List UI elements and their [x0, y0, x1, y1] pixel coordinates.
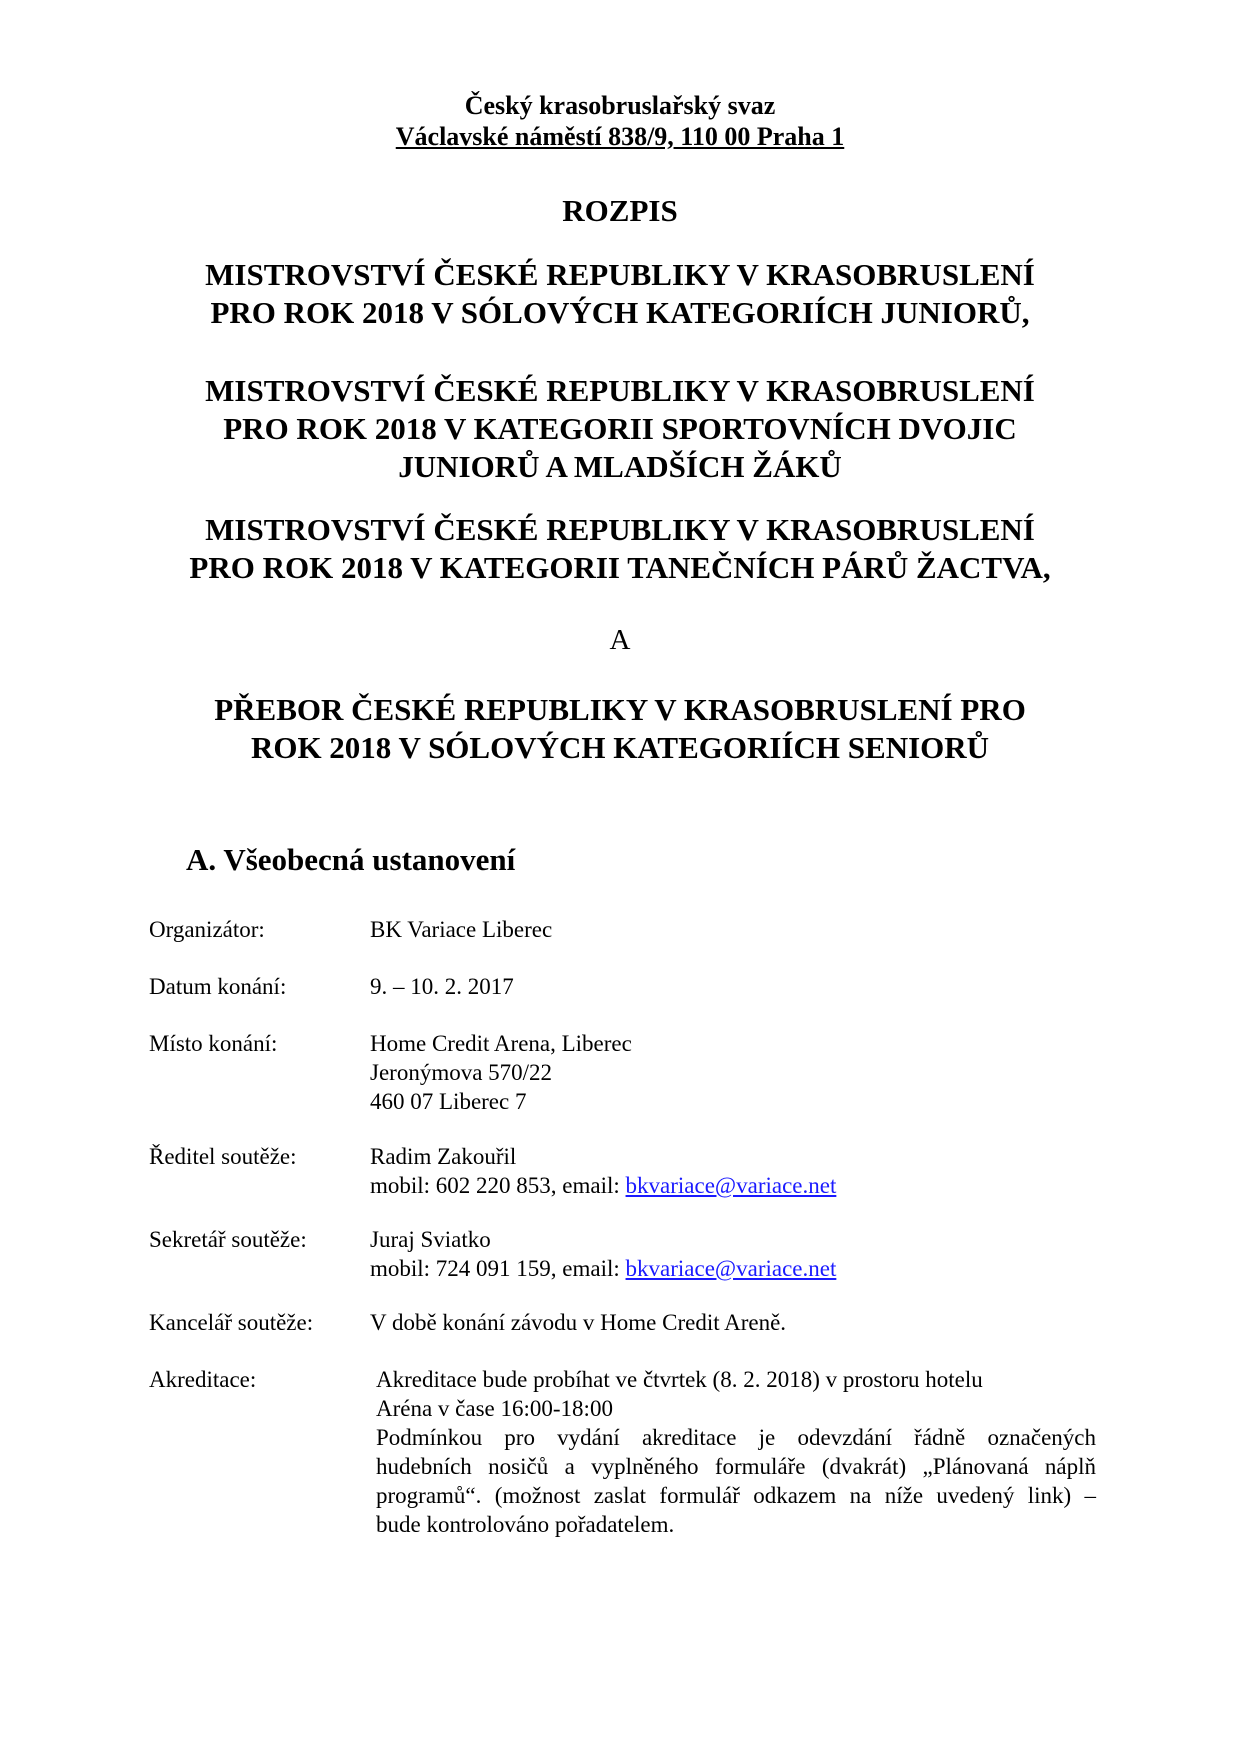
title-line: ROK 2018 V SÓLOVÝCH KATEGORIÍCH SENIORŮ: [250, 730, 990, 765]
secretary-value: [370, 1225, 836, 1283]
title-line: PRO ROK 2018 V KATEGORII TANEČNÍCH PÁRŮ ŽACTVA,: [189, 550, 1051, 585]
prebor-seniors: [0, 691, 1240, 767]
value-line: programů“. (možnost zaslat formulář odkazem na níže uvedený link) –: [376, 1483, 1096, 1508]
value-line: BK Variace Liberec: [370, 917, 553, 942]
championship-pairs: [0, 372, 1240, 486]
date-value: [370, 972, 514, 1001]
director-value: [370, 1142, 836, 1200]
title-line: PŘEBOR ČESKÉ REPUBLIKY V KRASOBRUSLENÍ PRO: [214, 692, 1026, 727]
title-line: JUNIORŮ A MLADŠÍCH ŽÁKŮ: [398, 449, 842, 484]
secretary-name: Juraj Sviatko: [370, 1227, 491, 1252]
value-line: Jeronýmova 570/22: [370, 1060, 553, 1085]
value-line: Aréna v čase 16:00-18:00: [376, 1396, 613, 1421]
value-line: hudebních nosičů a vyplněného formuláře (dvakrát) „Plánovaná náplň: [376, 1454, 1096, 1479]
secretary-contact-text: mobil: 724 091 159, email:: [370, 1256, 626, 1281]
director-contact: [370, 1171, 836, 1200]
org-name: Český krasobruslařský svaz: [464, 91, 776, 120]
venue-label: Místo konání:: [149, 1031, 278, 1056]
org-address-text: Václavské náměstí 838/9, 110 00 Praha 1: [395, 122, 845, 151]
director-contact-text: mobil: 602 220 853, email:: [370, 1173, 626, 1198]
value-line: V době konání závodu v Home Credit Areně.: [370, 1310, 787, 1335]
office-label: Kancelář soutěže:: [149, 1310, 314, 1335]
secretary-contact: [370, 1254, 836, 1283]
championship-juniors-solo: [0, 256, 1240, 332]
title-line: PRO ROK 2018 V SÓLOVÝCH KATEGORIÍCH JUNIORŮ,: [210, 295, 1030, 330]
accreditation-value: [376, 1365, 1096, 1539]
title-line: MISTROVSTVÍ ČESKÉ REPUBLIKY V KRASOBRUSLENÍ: [205, 257, 1035, 292]
value-line: Akreditace bude probíhat ve čtvrtek (8. 2. 2018) v prostoru hotelu: [376, 1367, 983, 1392]
value-line: Podmínkou pro vydání akreditace je odevzdání řádně označených: [376, 1425, 1096, 1450]
organizer-value: [370, 915, 552, 944]
conjunction: A: [609, 624, 631, 656]
section-a-heading: A. Všeobecná ustanovení: [186, 842, 516, 877]
value-line: 460 07 Liberec 7: [370, 1089, 527, 1114]
secretary-email-link[interactable]: bkvariace@variace.net: [625, 1256, 837, 1281]
doc-title: ROZPIS: [562, 193, 678, 228]
director-label: Ředitel soutěže:: [149, 1144, 297, 1169]
title-line: PRO ROK 2018 V KATEGORII SPORTOVNÍCH DVOJIC: [223, 411, 1017, 446]
venue-value: [370, 1029, 632, 1116]
date-label: Datum konání:: [149, 974, 287, 999]
secretary-label: Sekretář soutěže:: [149, 1227, 307, 1252]
championship-ice-dance: [0, 511, 1240, 587]
accreditation-label: Akreditace:: [149, 1367, 257, 1392]
value-line: bude kontrolováno pořadatelem.: [376, 1512, 675, 1537]
director-email-link[interactable]: bkvariace@variace.net: [625, 1173, 837, 1198]
value-line: Home Credit Arena, Liberec: [370, 1031, 632, 1056]
title-line: MISTROVSTVÍ ČESKÉ REPUBLIKY V KRASOBRUSLENÍ: [205, 373, 1035, 408]
org-address: [0, 121, 1240, 152]
title-line: MISTROVSTVÍ ČESKÉ REPUBLIKY V KRASOBRUSLENÍ: [205, 512, 1035, 547]
organizer-label: Organizátor:: [149, 917, 265, 942]
director-name: Radim Zakouřil: [370, 1144, 517, 1169]
office-value: [370, 1308, 786, 1337]
value-line: 9. – 10. 2. 2017: [370, 974, 514, 999]
